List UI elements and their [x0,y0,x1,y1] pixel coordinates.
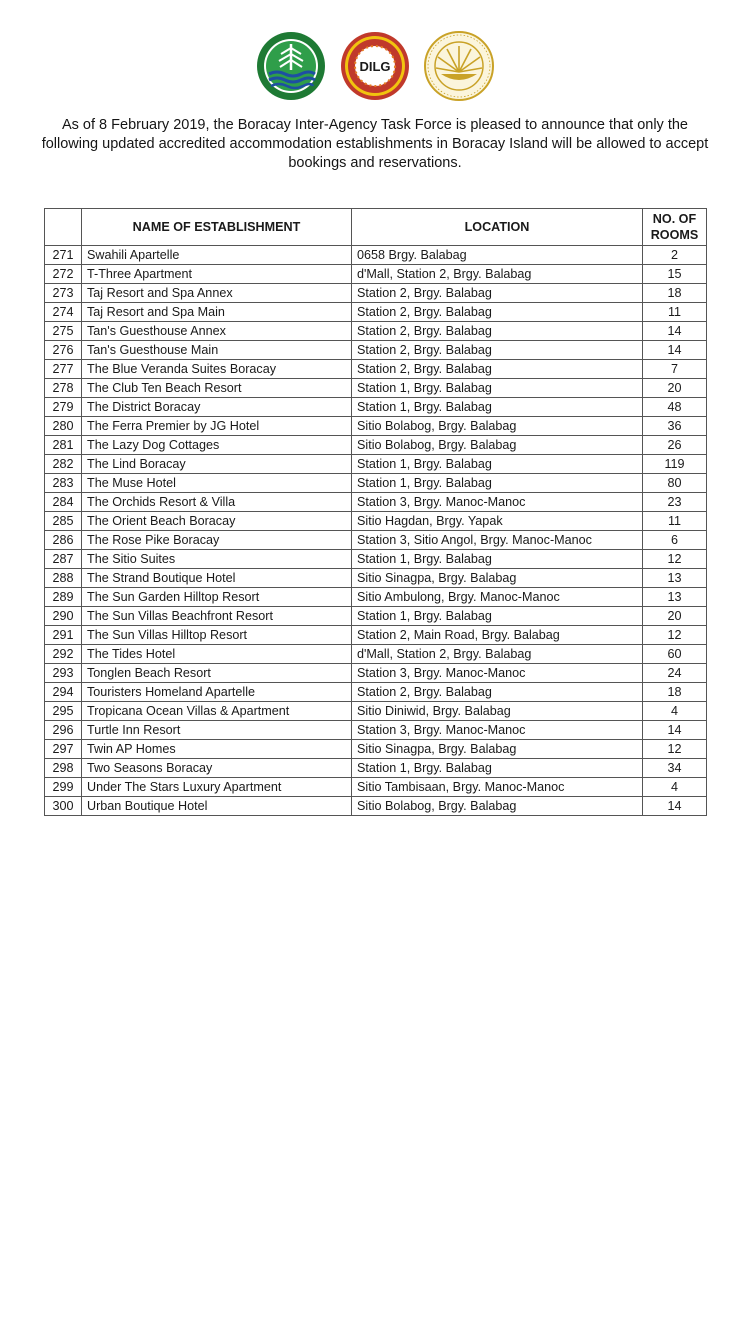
row-number: 278 [45,379,82,398]
table-row [45,569,707,588]
table-row [45,360,707,379]
room-count: 11 [643,512,707,531]
establishment-location: Sitio Hagdan, Brgy. Yapak [352,512,643,531]
establishment-name: Swahili Apartelle [82,246,352,265]
establishment-location: Sitio Bolabog, Brgy. Balabag [352,797,643,816]
header-rooms [643,209,707,246]
table-row [45,341,707,360]
establishment-name: Taj Resort and Spa Annex [82,284,352,303]
room-count: 36 [643,417,707,436]
table-row [45,284,707,303]
establishment-name: The Sun Villas Beachfront Resort [82,607,352,626]
header-location: LOCATION [352,209,643,246]
establishment-location: Station 1, Brgy. Balabag [352,455,643,474]
establishment-name: Turtle Inn Resort [82,721,352,740]
announcement-text: As of 8 February 2019, the Boracay Inter-Agency Task Force is pleased to announce that only the following updated accredited accommodation establishments in Boracay Island will be allowed to accept bookings and reservations. [41,117,709,171]
table-header-row [45,209,707,246]
establishment-location: Station 1, Brgy. Balabag [352,398,643,417]
header-rooms-line2: ROOMS [650,228,699,242]
establishment-location: Sitio Tambisaan, Brgy. Manoc-Manoc [352,778,643,797]
establishment-name: The Orchids Resort & Villa [82,493,352,512]
establishment-name: The Muse Hotel [82,474,352,493]
establishment-location: Station 2, Brgy. Balabag [352,341,643,360]
table-row [45,436,707,455]
table-row [45,265,707,284]
table-row [45,797,707,816]
row-number: 295 [45,702,82,721]
room-count: 119 [643,455,707,474]
establishment-location: Station 2, Brgy. Balabag [352,683,643,702]
row-number: 284 [45,493,82,512]
row-number: 274 [45,303,82,322]
establishment-location: Station 1, Brgy. Balabag [352,759,643,778]
table-row [45,474,707,493]
table-row [45,398,707,417]
row-number: 288 [45,569,82,588]
establishment-location: Station 2, Brgy. Balabag [352,303,643,322]
row-number: 299 [45,778,82,797]
row-number: 271 [45,246,82,265]
table-row [45,759,707,778]
establishment-location: Station 1, Brgy. Balabag [352,550,643,569]
agency-logos [0,30,750,102]
row-number: 292 [45,645,82,664]
establishment-name: Urban Boutique Hotel [82,797,352,816]
room-count: 14 [643,341,707,360]
row-number: 277 [45,360,82,379]
header-rooms-line1: NO. OF [652,212,697,226]
establishment-name: The Sun Villas Hilltop Resort [82,626,352,645]
room-count: 12 [643,550,707,569]
room-count: 14 [643,797,707,816]
table-row [45,531,707,550]
establishment-name: The Ferra Premier by JG Hotel [82,417,352,436]
establishment-location: 0658 Brgy. Balabag [352,246,643,265]
establishment-location: Station 1, Brgy. Balabag [352,607,643,626]
room-count: 11 [643,303,707,322]
room-count: 4 [643,702,707,721]
room-count: 4 [643,778,707,797]
row-number: 276 [45,341,82,360]
dot-seal-icon [423,30,495,102]
row-number: 282 [45,455,82,474]
svg-text:DILG: DILG [359,59,391,74]
table-row [45,740,707,759]
establishment-name: Twin AP Homes [82,740,352,759]
establishment-location: Sitio Sinagpa, Brgy. Balabag [352,569,643,588]
table-row [45,626,707,645]
establishment-location: Sitio Ambulong, Brgy. Manoc-Manoc [352,588,643,607]
row-number: 273 [45,284,82,303]
room-count: 12 [643,740,707,759]
table-row [45,417,707,436]
room-count: 14 [643,322,707,341]
establishment-location: Sitio Bolabog, Brgy. Balabag [352,417,643,436]
establishment-location: Sitio Sinagpa, Brgy. Balabag [352,740,643,759]
table-row [45,322,707,341]
row-number: 296 [45,721,82,740]
establishment-name: Tan's Guesthouse Main [82,341,352,360]
establishment-name: Two Seasons Boracay [82,759,352,778]
table-row [45,607,707,626]
row-number: 280 [45,417,82,436]
dilg-seal-icon [339,30,411,102]
room-count: 80 [643,474,707,493]
establishment-location: Station 2, Main Road, Brgy. Balabag [352,626,643,645]
establishment-location: Station 1, Brgy. Balabag [352,474,643,493]
row-number: 293 [45,664,82,683]
room-count: 13 [643,569,707,588]
establishment-location: Station 2, Brgy. Balabag [352,360,643,379]
establishment-name: Tropicana Ocean Villas & Apartment [82,702,352,721]
row-number: 272 [45,265,82,284]
establishment-name: The District Boracay [82,398,352,417]
room-count: 60 [643,645,707,664]
establishment-name: Under The Stars Luxury Apartment [82,778,352,797]
room-count: 26 [643,436,707,455]
establishment-name: T-Three Apartment [82,265,352,284]
room-count: 15 [643,265,707,284]
room-count: 24 [643,664,707,683]
establishment-name: The Rose Pike Boracay [82,531,352,550]
establishment-location: Sitio Bolabog, Brgy. Balabag [352,436,643,455]
room-count: 6 [643,531,707,550]
establishment-name: The Sun Garden Hilltop Resort [82,588,352,607]
establishment-name: Tonglen Beach Resort [82,664,352,683]
establishment-name: The Strand Boutique Hotel [82,569,352,588]
room-count: 20 [643,379,707,398]
establishment-name: The Tides Hotel [82,645,352,664]
table-row [45,379,707,398]
room-count: 2 [643,246,707,265]
table-row [45,588,707,607]
row-number: 290 [45,607,82,626]
table-row [45,303,707,322]
establishment-name: Taj Resort and Spa Main [82,303,352,322]
establishment-name: The Blue Veranda Suites Boracay [82,360,352,379]
establishment-location: Station 3, Brgy. Manoc-Manoc [352,721,643,740]
establishment-name: The Sitio Suites [82,550,352,569]
table-row [45,493,707,512]
room-count: 14 [643,721,707,740]
establishment-location: Station 1, Brgy. Balabag [352,379,643,398]
establishment-location: Station 3, Brgy. Manoc-Manoc [352,493,643,512]
room-count: 20 [643,607,707,626]
table-row [45,645,707,664]
establishment-location: d'Mall, Station 2, Brgy. Balabag [352,265,643,284]
table-row [45,721,707,740]
row-number: 286 [45,531,82,550]
establishment-location: Station 2, Brgy. Balabag [352,322,643,341]
row-number: 291 [45,626,82,645]
establishment-location: Sitio Diniwid, Brgy. Balabag [352,702,643,721]
room-count: 7 [643,360,707,379]
row-number: 285 [45,512,82,531]
row-number: 289 [45,588,82,607]
table-row [45,550,707,569]
row-number: 283 [45,474,82,493]
row-number: 279 [45,398,82,417]
row-number: 300 [45,797,82,816]
accommodation-table [44,208,707,816]
table-row [45,683,707,702]
table-row [45,512,707,531]
table-row [45,246,707,265]
header-name: NAME OF ESTABLISHMENT [82,209,352,246]
row-number: 275 [45,322,82,341]
establishment-name: The Club Ten Beach Resort [82,379,352,398]
establishment-location: Station 3, Brgy. Manoc-Manoc [352,664,643,683]
table-row [45,778,707,797]
room-count: 34 [643,759,707,778]
room-count: 13 [643,588,707,607]
establishment-location: Station 2, Brgy. Balabag [352,284,643,303]
establishment-location: Station 3, Sitio Angol, Brgy. Manoc-Manoc [352,531,643,550]
table-row [45,702,707,721]
room-count: 12 [643,626,707,645]
establishment-name: The Orient Beach Boracay [82,512,352,531]
room-count: 23 [643,493,707,512]
row-number: 294 [45,683,82,702]
row-number: 297 [45,740,82,759]
table-row [45,664,707,683]
row-number: 287 [45,550,82,569]
row-number: 281 [45,436,82,455]
room-count: 18 [643,284,707,303]
table-body [45,246,707,816]
table-row [45,455,707,474]
denr-seal-icon [255,30,327,102]
establishment-location: d'Mall, Station 2, Brgy. Balabag [352,645,643,664]
row-number: 298 [45,759,82,778]
establishment-name: Touristers Homeland Apartelle [82,683,352,702]
room-count: 18 [643,683,707,702]
establishment-name: Tan's Guesthouse Annex [82,322,352,341]
establishment-name: The Lazy Dog Cottages [82,436,352,455]
establishment-name: The Lind Boracay [82,455,352,474]
room-count: 48 [643,398,707,417]
header-number [45,209,82,246]
